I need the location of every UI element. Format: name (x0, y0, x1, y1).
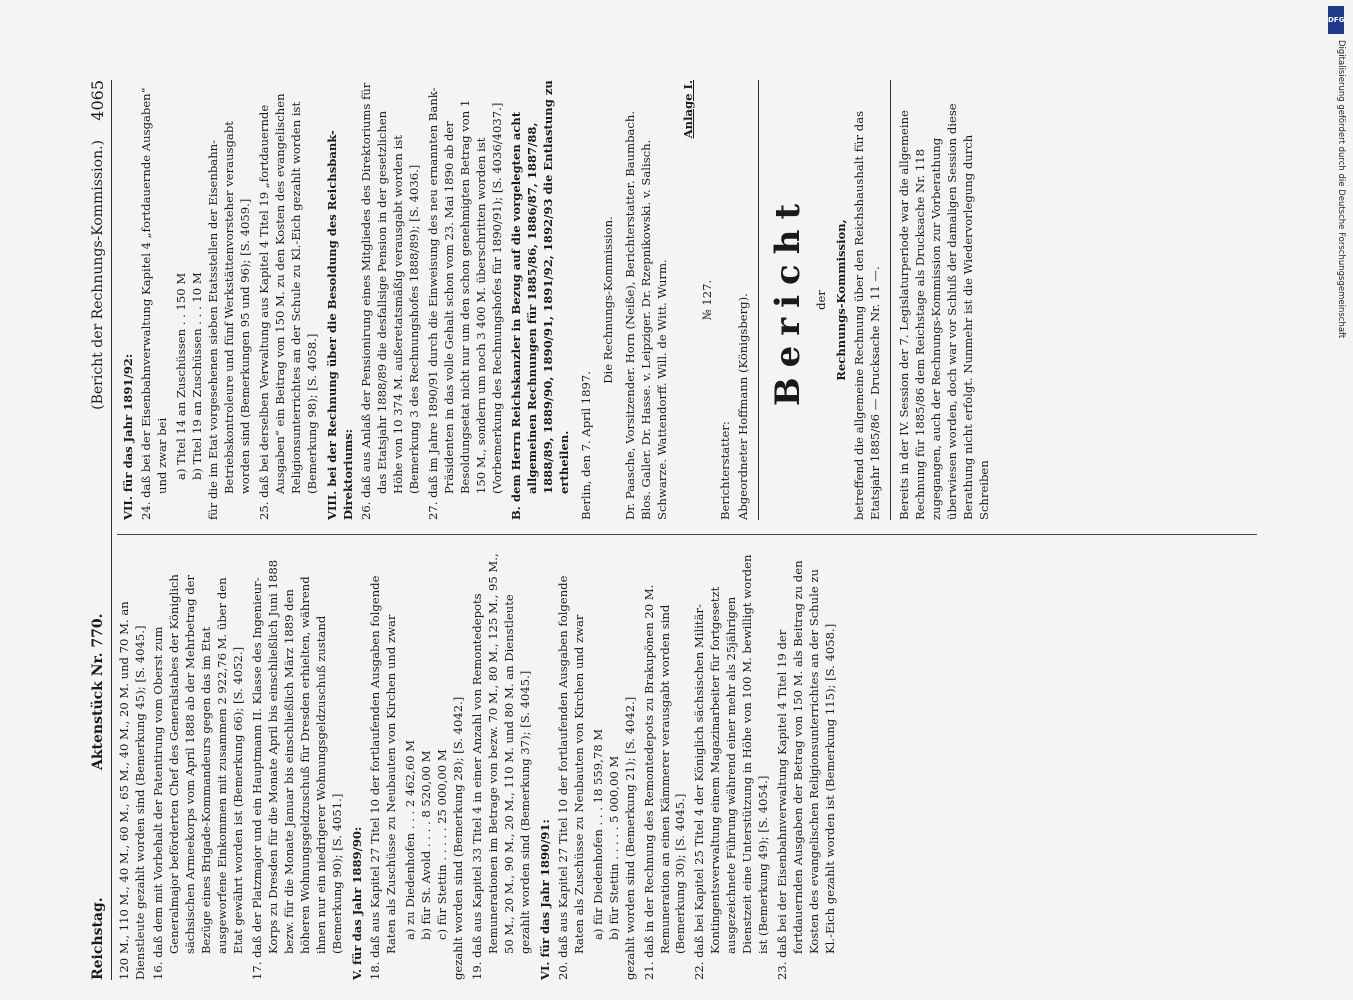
header-left: Reichstag. (90, 897, 106, 980)
item-23: 23. daß bei der Eisenbahnverwaltung Kapitel 4 Titel 19 der fortdauernden Ausgaben der Betrag von 150 M. als Beitrag zu den Kosten des evangelischen Religionsunterrichtes an der Schule zu Kl.-Eich gezahlt worden ist (Bemerkung 115); [S. 4058.] (775, 560, 838, 980)
item-24: 24. daß bei der Eisenbahnverwaltung Kapitel 4 „fortdauernde Ausgaben“ und zwar bei (138, 87, 169, 520)
header-right: (Bericht der Rechnungs-Kommission.) (90, 140, 106, 410)
rule (758, 80, 759, 520)
left-column (117, 550, 842, 980)
annex-label: Anlage I. (680, 80, 695, 139)
document-number: № 127. (700, 279, 715, 321)
report-title-commission: Rechnungs-Kommission, (834, 219, 849, 381)
section-heading-vii: VII. für das Jahr 1891/92: (121, 353, 135, 520)
continuation-paragraph: 120 M., 110 M., 40 M., 60 M., 65 M., 40 M., 20 M. und 70 M. an Dienstleute gezahlt worden sind (Bemerkung 45); [S. 4045.] (117, 601, 147, 980)
member-list: Dr. Paasche, Vorsitzender. Horn (Neiße), Berichterstatter. Baumbach. Blos. Galler. Dr. Hasse. v. Leipziger. Dr. Rzepnikowski. v. Salisch. Schwarze. Wattendorff. Will. de Witt. Wurm. (622, 110, 669, 520)
header-document-number: Aktenstück Nr. 770. (90, 613, 106, 770)
rapporteur-name: Abgeordneter Hoffmann (Königsberg). (736, 293, 751, 520)
item-26: 26. daß aus Anlaß der Pensionirung eines Mitgliedes des Direktoriums für das Etatsjahr 1888/89 die desfallsige Pension in der gesetzlichen Höhe von 10 374 M. außeretatsmäßig verausgabt worden ist (Bemerkung 3 des Rechnungshofes 1888/89); [S. 4036.] (358, 82, 421, 520)
item-17: 17. daß der Platzmajor und ein Hauptmann II. Klasse des Ingenieur-Korps zu Dresden für die Monate April bis einschließlich Juni 1888 bezw. für die Monate Januar bis einschließlich März 1889 den höheren Wohnungsgeldzuschuß für Dresden erhielten, während ihnen nur ein niedrigerer Wohnungsgeldzuschuß zustand (Bemerkung 90); [S. 4051.] (249, 559, 344, 980)
item-25: 25. daß bei derselben Verwaltung aus Kapitel 4 Titel 19 „fortdauernde Ausgaben“ ein Beitrag von 150 M. zu den Kosten des evangelischen Religionsunterrichtes an der Schule zu Kl.-Eich gezahlt worden ist (Bemerkung 98); [S. 4058.] (256, 93, 319, 520)
column-divider (117, 534, 1257, 535)
item-24b: b) Titel 19 an Zuschüssen . . . 10 M (189, 272, 204, 480)
item-21: 21. daß in der Rechnung des Remontedepots zu Brakupönen 20 M. Remuneration an einen Kämmerer verausgabt worden sind (Bemerkung 30); [S. 4045.] (641, 584, 688, 980)
item-27: 27. daß im Jahre 1890/91 durch die Einweisung des neu ernannten Bank-Präsidenten in das volle Gehalt schon vom 23. Mai 1890 ab der Besoldungsetat nicht nur um den schon genehmigten Betrag von 1 150 M., sondern um noch 3 400 M. überschritten worden ist (Vorbemerkung des Rechnungshofes für 1890/91); [S. 4036/4037.] (425, 87, 504, 520)
item-18a: a) zu Diedenhofen . . . 2 462,60 M (402, 739, 417, 940)
right-column (117, 80, 995, 520)
report-title: Bericht (768, 193, 809, 407)
rotated-page (85, 80, 1265, 980)
item-18: 18. daß aus Kapitel 27 Titel 10 der fortlaufenden Ausgaben folgende Raten als Zuschüsse zu Neubauten von Kirchen und zwar (367, 575, 398, 980)
item-18-end: gezahlt worden sind (Bemerkung 28); [S. 4042.] (450, 696, 465, 980)
item-20-end: gezahlt worden sind (Bemerkung 21); [S. 4042.] (622, 696, 637, 980)
digitization-sidebar (1318, 0, 1352, 1000)
item-20: 20. daß aus Kapitel 27 Titel 10 der fortlaufenden Ausgaben folgende Raten als Zuschüsse zu Neubauten von Kirchen und zwar (555, 575, 586, 980)
digitization-credit: Digitalisierung gefördert durch die Deutsche Forschungsgemeinschaft (1336, 40, 1346, 339)
section-heading-vi: VI. für das Jahr 1890/91: (537, 819, 552, 980)
rapporteur-label: Berichterstatter: (718, 421, 733, 520)
item-18c: c) für Stettin . . . . . 25 000,00 M (434, 749, 449, 940)
report-subject: betreffend die allgemeine Rechnung über den Reichshaushalt für das Etatsjahr 1885/86 — Drucksache Nr. 11 —. (852, 110, 883, 520)
section-b: B. dem Herrn Reichskanzler in Bezug auf die vorgelegten acht allgemeinen Rechnungen für 1885/86, 1886/87, 1887/88, 1888/89, 1889/90, 1890/91, 1891/92, 1892/93 die Entlastung zu ertheilen. (508, 80, 571, 520)
section-heading-v: V. für das Jahr 1889/90: (349, 826, 364, 980)
item-24-end: für die im Etat vorgesehenen sieben Etatsstellen der Eisenbahn-Betriebskontroleure und fünf Werkstättenvorsteher verausgabt worden sind (Bemerkungen 95 und 96); [S. 4059.] (205, 121, 252, 520)
item-19: 19. daß aus Kapitel 33 Titel 4 in einer Anzahl von Remontedepots Remunerationen im Betrage von bezw. 70 M., 80 M., 125 M., 95 M., 50 M., 20 M., 90 M., 20 M., 110 M. und 80 M. an Dienstleute gezahlt worden sind (Bemerkung 37); [S. 4045.] (469, 553, 532, 980)
report-body: Bereits in der IV. Session der 7. Legislaturperiode war die allgemeine Rechnung für 1885/86 dem Reichstage als Drucksache Nr. 118 zugegangen, auch der Rechnungs-Kommission zur Vorberathung überwiesen worden, doch war vor Schluß der damaligen Session diese Berathung nicht erfolgt. Nunmehr ist die Wiedervorlegung durch Schreiben (897, 103, 992, 520)
dfg-logo-icon: DFG (1328, 6, 1344, 34)
page-number: 4065 (88, 80, 107, 121)
rule-2 (890, 80, 891, 520)
report-title-der: der (814, 290, 829, 310)
item-22: 22. daß bei Kapitel 25 Titel 4 der Königlich sächsischen Militär-Kontingentsverwaltung einem Magazinarbeiter für fortgesetzt ausgezeichnete Führung während einer mehr als 25jährigen Dienstzeit eine Unterstützung in Höhe von 100 M. bewilligt worden ist (Bemerkung 49); [S. 4054.] (692, 554, 771, 980)
date-line: Berlin, den 7. April 1897. (578, 371, 593, 520)
document-page (85, 80, 1265, 980)
item-24a: a) Titel 14 an Zuschüssen . . 150 M (173, 272, 188, 480)
section-heading-viii: VIII. bei der Rechnung über die Besoldung des Reichsbank-Direktoriums: (324, 130, 355, 520)
running-header (85, 80, 112, 980)
item-20b: b) für Stettin . . . . . 5 000,00 M (606, 755, 621, 940)
item-20a: a) für Diedenhofen . . . 18 559,78 M (590, 728, 605, 940)
item-18b: b) für St. Avold . . . . 8 520,00 M (418, 750, 433, 940)
commission-title: Die Rechnungs-Kommission. (600, 216, 615, 384)
item-16: 16. daß dem mit Vorbehalt der Patentirung vom Oberst zum Generalmajor beförderten Chef des Generalstabes der Königlich sächsischen Armeekorps vom April 1888 ab der Mehrbetrag der Bezüge eines Brigade-Kommandeurs gegen das im Etat ausgeworfene Einkommen mit zusammen 2 922,76 M. über den Etat gewährt worden ist (Bemerkung 66); [S. 4052.] (150, 574, 245, 980)
